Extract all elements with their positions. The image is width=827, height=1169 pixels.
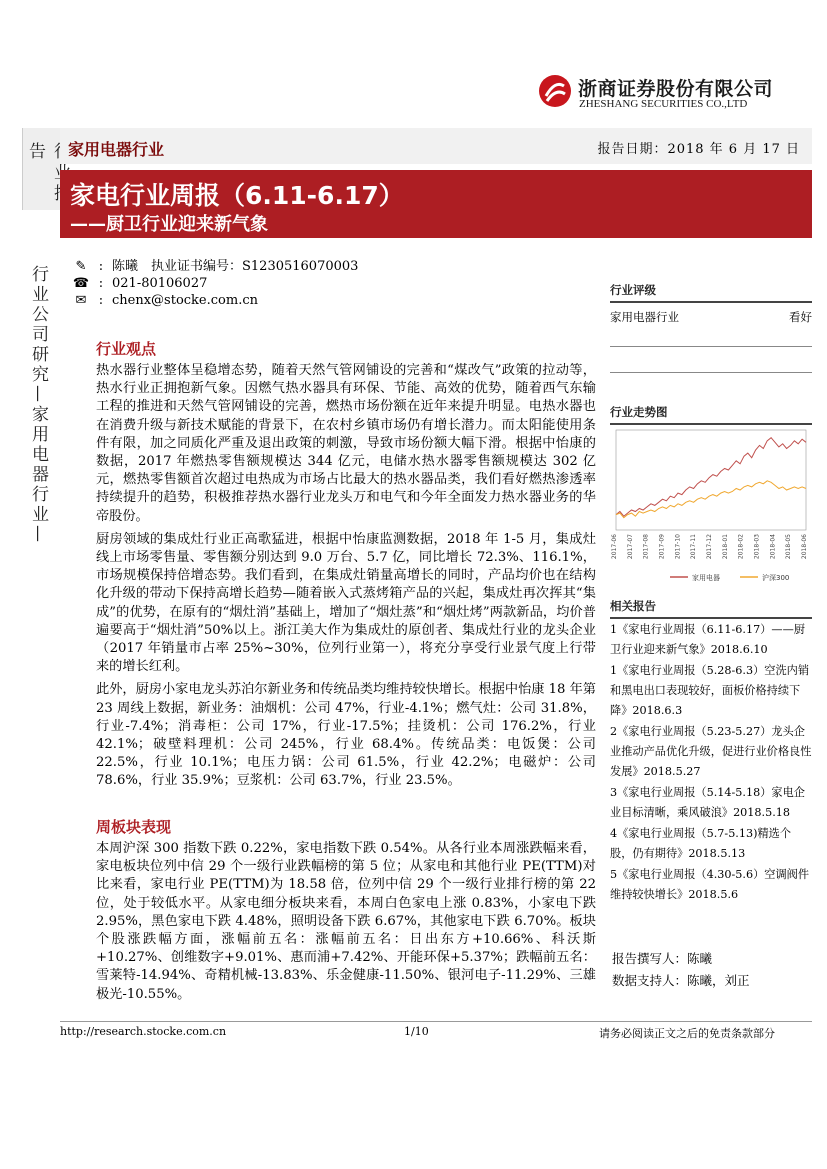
series-line-1 — [616, 481, 806, 518]
x-tick-label: 2017-07 — [626, 534, 634, 560]
company-name-en: ZHESHANG SECURITIES CO.,LTD — [579, 98, 748, 110]
legend-label: 沪深300 — [762, 574, 790, 582]
rating-box — [610, 282, 812, 325]
related-report-item[interactable]: 4《家电行业周报（5.7-5.13)精选个股，仍有期待》2018.5.13 — [610, 827, 792, 860]
report-type-label: 告 — [25, 142, 45, 163]
footer-url[interactable]: http://research.stocke.com.cn — [60, 1025, 227, 1038]
support-line: 数据支持人：陈曦，刘正 — [612, 973, 750, 988]
related-report-item[interactable]: 3《家电行业周报（5.14-5.18）家电企业目标清晰，乘风破浪》2018.5.18 — [610, 786, 805, 819]
report-date: 报告日期：2018 年 6 月 17 日 — [597, 142, 800, 157]
page-title: 家电行业周报（6.11-6.17） — [70, 181, 404, 210]
weekly-paragraph: 本周沪深 300 指数下跌 0.22%，家电指数下跌 0.54%。从各行业本周涨跌幅来看，家电板块位列中信 29 个一级行业跌幅榜的第 5 位；从家电和其他行业 PE(TTM)对比来看，家电行业 PE(TTM)为 18.58 倍，位列中信 29 个一级行业排行榜的第 22 位，处于较低水平。从家电细分板块来看，本周白色家电上涨 0.83%，小家电下跌 2.95%，黑色家电下跌 4.48%，照明设备下跌 6.67%，其他家电下跌 6.70%。板块个股涨跌幅方面，涨幅前五名：涨幅前五名：日出东方+10.66%、科沃斯+10.27%、创维数字+9.01%、惠而浦+7.42%、开能环保+5.37%；跌幅前五名：雪莱特-14.94%、奇精机械-13.83%、乐金健康-11.50%、银河电子-11.29%、三雄极光-10.55%。 — [96, 841, 596, 1002]
x-tick-label: 2017-11 — [690, 534, 698, 560]
mail-icon: ✉ — [75, 293, 87, 308]
rating-row — [610, 303, 812, 325]
x-tick-label: 2017-09 — [658, 534, 666, 560]
series-line-0 — [616, 438, 806, 517]
divider — [610, 346, 812, 347]
page-number: 1/10 — [404, 1025, 429, 1038]
viewpoint-paragraph: 此外，厨房小家电龙头苏泊尔新业务和传统品类均维持较快增长。根据中怡康 18 年第 23 周线上数据，新业务：油烟机：公司 47%，行业-4.1%；燃气灶：公司 31.8%，行业-7.4%；消毒柜：公司 17%，行业-17.5%；挂烫机：公司 176.2%，行业 42.1%；破壁料理机：公司 245%，行业 68.4%。传统品类：电饭煲：公司 22.5%，行业 10.1%；电压力锅：公司 61.5%，行业 42.2%；电磁炉：公司 78.6%，行业 35.9%；豆浆机：公司 63.7%，行业 23.5%。 — [96, 682, 596, 789]
related-report-item[interactable]: 1《家电行业周报（6.11-6.17）——厨卫行业迎来新气象》2018.6.10 — [610, 623, 805, 656]
analyst-name-row: ✎ : 陈曦 执业证书编号：S1230516070003 — [72, 258, 358, 275]
legend-label: 家用电器 — [692, 574, 720, 582]
footer-divider — [60, 1021, 812, 1022]
analyst-contacts — [72, 258, 358, 309]
author-line: 报告撰写人：陈曦 — [612, 951, 713, 966]
zheshang-logo-icon — [538, 74, 572, 108]
weekly-body — [96, 840, 596, 1005]
side-vertical-label: 行业公司研究—家用电器行业— — [28, 265, 48, 545]
related-title: 相关报告 — [610, 598, 812, 619]
footer-disclaimer: 请务必阅读正文之后的免责条款部分 — [599, 1027, 775, 1040]
analyst-email[interactable]: chenx@stocke.com.cn — [112, 293, 258, 308]
analyst-phone: 021-80106027 — [112, 276, 208, 291]
report-type-tab — [22, 128, 60, 210]
x-tick-label: 2017-08 — [642, 534, 650, 560]
industry-name: 家用电器行业 — [68, 140, 165, 159]
related-reports-list — [610, 620, 812, 906]
section-title-weekly: 周板块表现 — [96, 818, 172, 836]
title-banner — [60, 170, 812, 238]
related-report-item[interactable]: 2《家电行业周报（5.23-5.27）龙头企业推动产品优化升级，促进行业价格良性发展》2018.5.27 — [610, 725, 812, 778]
pen-icon: ✎ — [75, 259, 87, 274]
page-subtitle: ——厨卫行业迎来新气象 — [70, 214, 268, 235]
company-name-cn: 浙商证券股份有限公司 — [578, 78, 774, 100]
rating-value: 看好 — [789, 310, 812, 324]
x-tick-label: 2017-10 — [674, 534, 682, 560]
x-tick-label: 2017-06 — [611, 534, 618, 560]
trend-title: 行业走势图 — [610, 404, 812, 425]
x-tick-label: 2018-04 — [769, 534, 777, 560]
related-report-item[interactable]: 1《家电行业周报（5.28-6.3）空洗内销和黑电出口表现较好，面板价格持续下降》2018.6.3 — [610, 664, 810, 717]
analyst-name: 陈曦 执业证书编号：S1230516070003 — [112, 259, 359, 274]
viewpoint-paragraph: 热水器行业整体呈稳增态势，随着天然气管网铺设的完善和“煤改气”政策的拉动等，热水行业正拥抱新气象。因燃气热水器具有环保、节能、高效的优势，随着西气东输工程的推进和天然气管网铺设的完善，燃热市场份额在近年来提升明显。电热水器也在消费升级与新技术赋能的背景下，在农村乡镇市场仍有增长潜力。而太阳能使用条件有限，加之同质化严重及退出政策的刺激，导致市场份额大幅下滑。根据中怡康的数据，2017 年燃热零售额规模达 344 亿元，电储水热水器零售额规模达 302 亿元，燃热零售额首次超过电热成为市场占比最大的热水器品类，我们看好燃热渗透率持续提升的趋势，积极推荐热水器行业龙头万和电气和今年全面发力热水器业务的华帝股份。 — [96, 363, 596, 524]
trend-chart — [610, 422, 812, 588]
section-title-viewpoint: 行业观点 — [96, 340, 157, 358]
related-box — [610, 598, 812, 619]
analyst-phone-row: ☎ : 021-80106027 — [72, 276, 208, 291]
industry-bar — [60, 128, 812, 164]
rating-title: 行业评级 — [610, 282, 812, 303]
x-tick-label: 2018-03 — [753, 534, 761, 560]
viewpoint-body — [96, 362, 596, 792]
x-tick-label: 2017-12 — [706, 534, 713, 560]
x-tick-label: 2018-01 — [721, 534, 729, 560]
analyst-email-row: ✉ : chenx@stocke.com.cn — [72, 292, 358, 309]
authors — [612, 948, 750, 992]
phone-icon: ☎ — [72, 276, 90, 291]
company-logo — [538, 74, 774, 114]
x-tick-label: 2018-06 — [801, 534, 808, 560]
x-tick-label: 2018-02 — [737, 534, 745, 560]
rating-industry: 家用电器行业 — [610, 310, 679, 324]
divider — [610, 372, 812, 373]
x-tick-label: 2018-05 — [785, 534, 793, 560]
related-report-item[interactable]: 5《家电行业周报（4.30-5.6）空调阀件维持较快增长》2018.5.6 — [610, 868, 810, 901]
viewpoint-paragraph: 厨房领域的集成灶行业正高歌猛进，根据中怡康监测数据，2018 年 1-5 月，集成灶线上市场零售量、零售额分别达到 9.0 万台、5.7 亿，同比增长 72.3%、116.1%，市场规模保持倍增态势。我们看到，在集成灶销量高增长的同时，产品均价也在结构化升级的带动下保持高增长趋势—随着嵌入式蒸烤箱产品的兴起，集成灶再次挥其“集成”的优势，在原有的“烟灶消”基础上，增加了“烟灶蒸”和“烟灶烤”两款新品，均价普遍要高于“烟灶消”50%以上。浙江美大作为集成灶的原创者、集成灶行业的龙头企业（2017 年销量市占率 25%~30%，位列行业第一），将充分享受行业景气度上行带来的增长红利。 — [96, 531, 596, 675]
